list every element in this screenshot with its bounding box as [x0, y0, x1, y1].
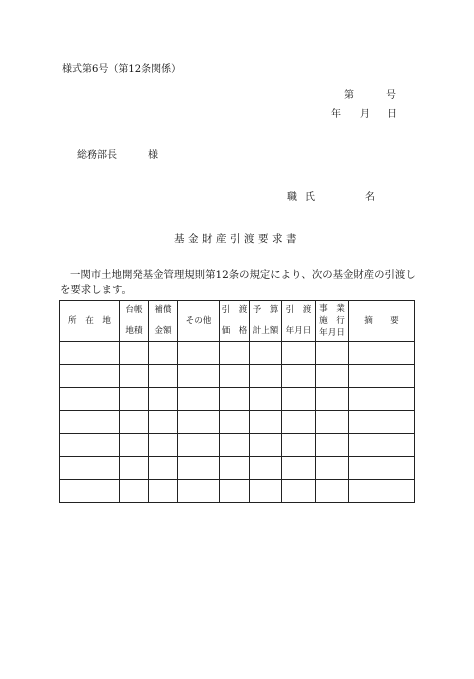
table-cell[interactable] — [220, 388, 250, 411]
header-stack — [250, 304, 281, 338]
header-text: 予 算 — [252, 305, 279, 315]
header-stack — [282, 304, 315, 338]
table-cell[interactable] — [149, 388, 178, 411]
header-text: 価 格 — [221, 326, 248, 336]
table-cell[interactable] — [60, 457, 120, 480]
table-cell[interactable] — [349, 480, 415, 503]
table-cell[interactable] — [220, 434, 250, 457]
table-cell[interactable] — [282, 342, 316, 365]
table-cell[interactable] — [282, 388, 316, 411]
table-cell[interactable] — [250, 411, 282, 434]
sender-label-1: 職 — [287, 192, 297, 203]
table-cell[interactable] — [60, 342, 120, 365]
table-cell[interactable] — [250, 457, 282, 480]
table-cell[interactable] — [250, 480, 282, 503]
table-cell[interactable] — [282, 480, 316, 503]
table-cell[interactable] — [349, 457, 415, 480]
property-table — [59, 300, 415, 503]
table-cell[interactable] — [120, 411, 149, 434]
table-cell[interactable] — [316, 411, 349, 434]
recipient-name: 総務部長 — [77, 150, 117, 161]
table-row — [60, 480, 415, 503]
recipient — [77, 146, 158, 161]
table-cell[interactable] — [178, 457, 220, 480]
table-cell[interactable] — [349, 411, 415, 434]
table-cell[interactable] — [316, 434, 349, 457]
table-cell[interactable] — [149, 411, 178, 434]
header-remarks — [349, 301, 415, 342]
table-cell[interactable] — [178, 434, 220, 457]
table-cell[interactable] — [316, 365, 349, 388]
header-text: その他 — [185, 315, 212, 326]
table-cell[interactable] — [149, 342, 178, 365]
header-text: 年月日 — [285, 326, 312, 336]
table-cell[interactable] — [149, 457, 178, 480]
table-cell[interactable] — [220, 411, 250, 434]
header-transfer-price — [220, 301, 250, 342]
table-cell[interactable] — [349, 365, 415, 388]
table-cell[interactable] — [149, 480, 178, 503]
body-text: 一関市土地開発基金管理規則第12条の規定により、次の基金財産の引渡しを要求します。 — [60, 269, 416, 296]
date-day: 日 — [387, 109, 397, 120]
table-cell[interactable] — [282, 457, 316, 480]
table-cell[interactable] — [250, 342, 282, 365]
header-text: 引 渡 — [221, 305, 248, 315]
table-cell[interactable] — [349, 342, 415, 365]
form-number: 様式第6号（第12条関係） — [62, 64, 182, 75]
table-cell[interactable] — [120, 388, 149, 411]
table-cell[interactable] — [220, 480, 250, 503]
date-month: 月 — [360, 109, 370, 120]
header-compensation — [149, 301, 178, 342]
header-text: 計上額 — [252, 326, 279, 336]
table-cell[interactable] — [149, 365, 178, 388]
table-cell[interactable] — [120, 365, 149, 388]
header-stack — [120, 304, 148, 338]
table-row — [60, 388, 415, 411]
header-stack — [316, 304, 348, 338]
document-title: 基金財産引渡要求書 — [174, 233, 300, 245]
header-text: 補償 — [154, 305, 172, 315]
table-cell[interactable] — [316, 342, 349, 365]
table-row — [60, 342, 415, 365]
header-text: 事 業 — [319, 304, 345, 314]
table-cell[interactable] — [250, 434, 282, 457]
header-budget — [250, 301, 282, 342]
table-cell[interactable] — [178, 388, 220, 411]
header-transfer-date — [282, 301, 316, 342]
table-cell[interactable] — [178, 480, 220, 503]
table-cell[interactable] — [120, 480, 149, 503]
date-year: 年 — [331, 109, 341, 120]
header-location — [60, 301, 120, 342]
table-cell[interactable] — [220, 457, 250, 480]
table-cell[interactable] — [220, 365, 250, 388]
table-cell[interactable] — [282, 365, 316, 388]
table-row — [60, 365, 415, 388]
recipient-honorific: 様 — [148, 150, 158, 161]
table-cell[interactable] — [178, 411, 220, 434]
sender-label-3: 名 — [365, 192, 375, 203]
header-stack — [220, 304, 249, 338]
table-cell[interactable] — [250, 388, 282, 411]
table-cell[interactable] — [220, 342, 250, 365]
header-text: 台帳 — [125, 305, 143, 315]
table-cell[interactable] — [120, 434, 149, 457]
number-suffix: 号 — [386, 90, 396, 101]
table-cell[interactable] — [60, 365, 120, 388]
header-text: 所 在 地 — [68, 315, 111, 326]
table-body — [60, 342, 415, 503]
header-stack — [149, 304, 177, 338]
table-cell[interactable] — [250, 365, 282, 388]
table-cell[interactable] — [60, 434, 120, 457]
header-text: 金額 — [154, 326, 172, 336]
header-text: 引 渡 — [285, 305, 312, 315]
table-cell[interactable] — [282, 411, 316, 434]
table-cell[interactable] — [349, 388, 415, 411]
table-cell[interactable] — [120, 457, 149, 480]
header-text: 摘 要 — [364, 315, 399, 326]
table-cell[interactable] — [60, 480, 120, 503]
table-header-row — [60, 301, 415, 342]
header-project-date — [316, 301, 349, 342]
table-cell[interactable] — [282, 434, 316, 457]
header-text: 地積 — [125, 326, 143, 336]
table-cell[interactable] — [178, 342, 220, 365]
table-cell[interactable] — [316, 457, 349, 480]
header-text: 年月日 — [319, 328, 345, 338]
sender-label-2: 氏 — [305, 192, 315, 203]
table-cell[interactable] — [120, 342, 149, 365]
table-row — [60, 457, 415, 480]
table-row — [60, 434, 415, 457]
number-prefix: 第 — [344, 90, 354, 101]
table-cell[interactable] — [178, 365, 220, 388]
header-ledger-area — [120, 301, 149, 342]
table-cell[interactable] — [316, 388, 349, 411]
table-cell[interactable] — [349, 434, 415, 457]
header-other — [178, 301, 220, 342]
table-cell[interactable] — [60, 411, 120, 434]
table-cell[interactable] — [149, 434, 178, 457]
table-cell[interactable] — [316, 480, 349, 503]
table-cell[interactable] — [60, 388, 120, 411]
header-text: 施 行 — [319, 316, 345, 326]
table-row — [60, 411, 415, 434]
